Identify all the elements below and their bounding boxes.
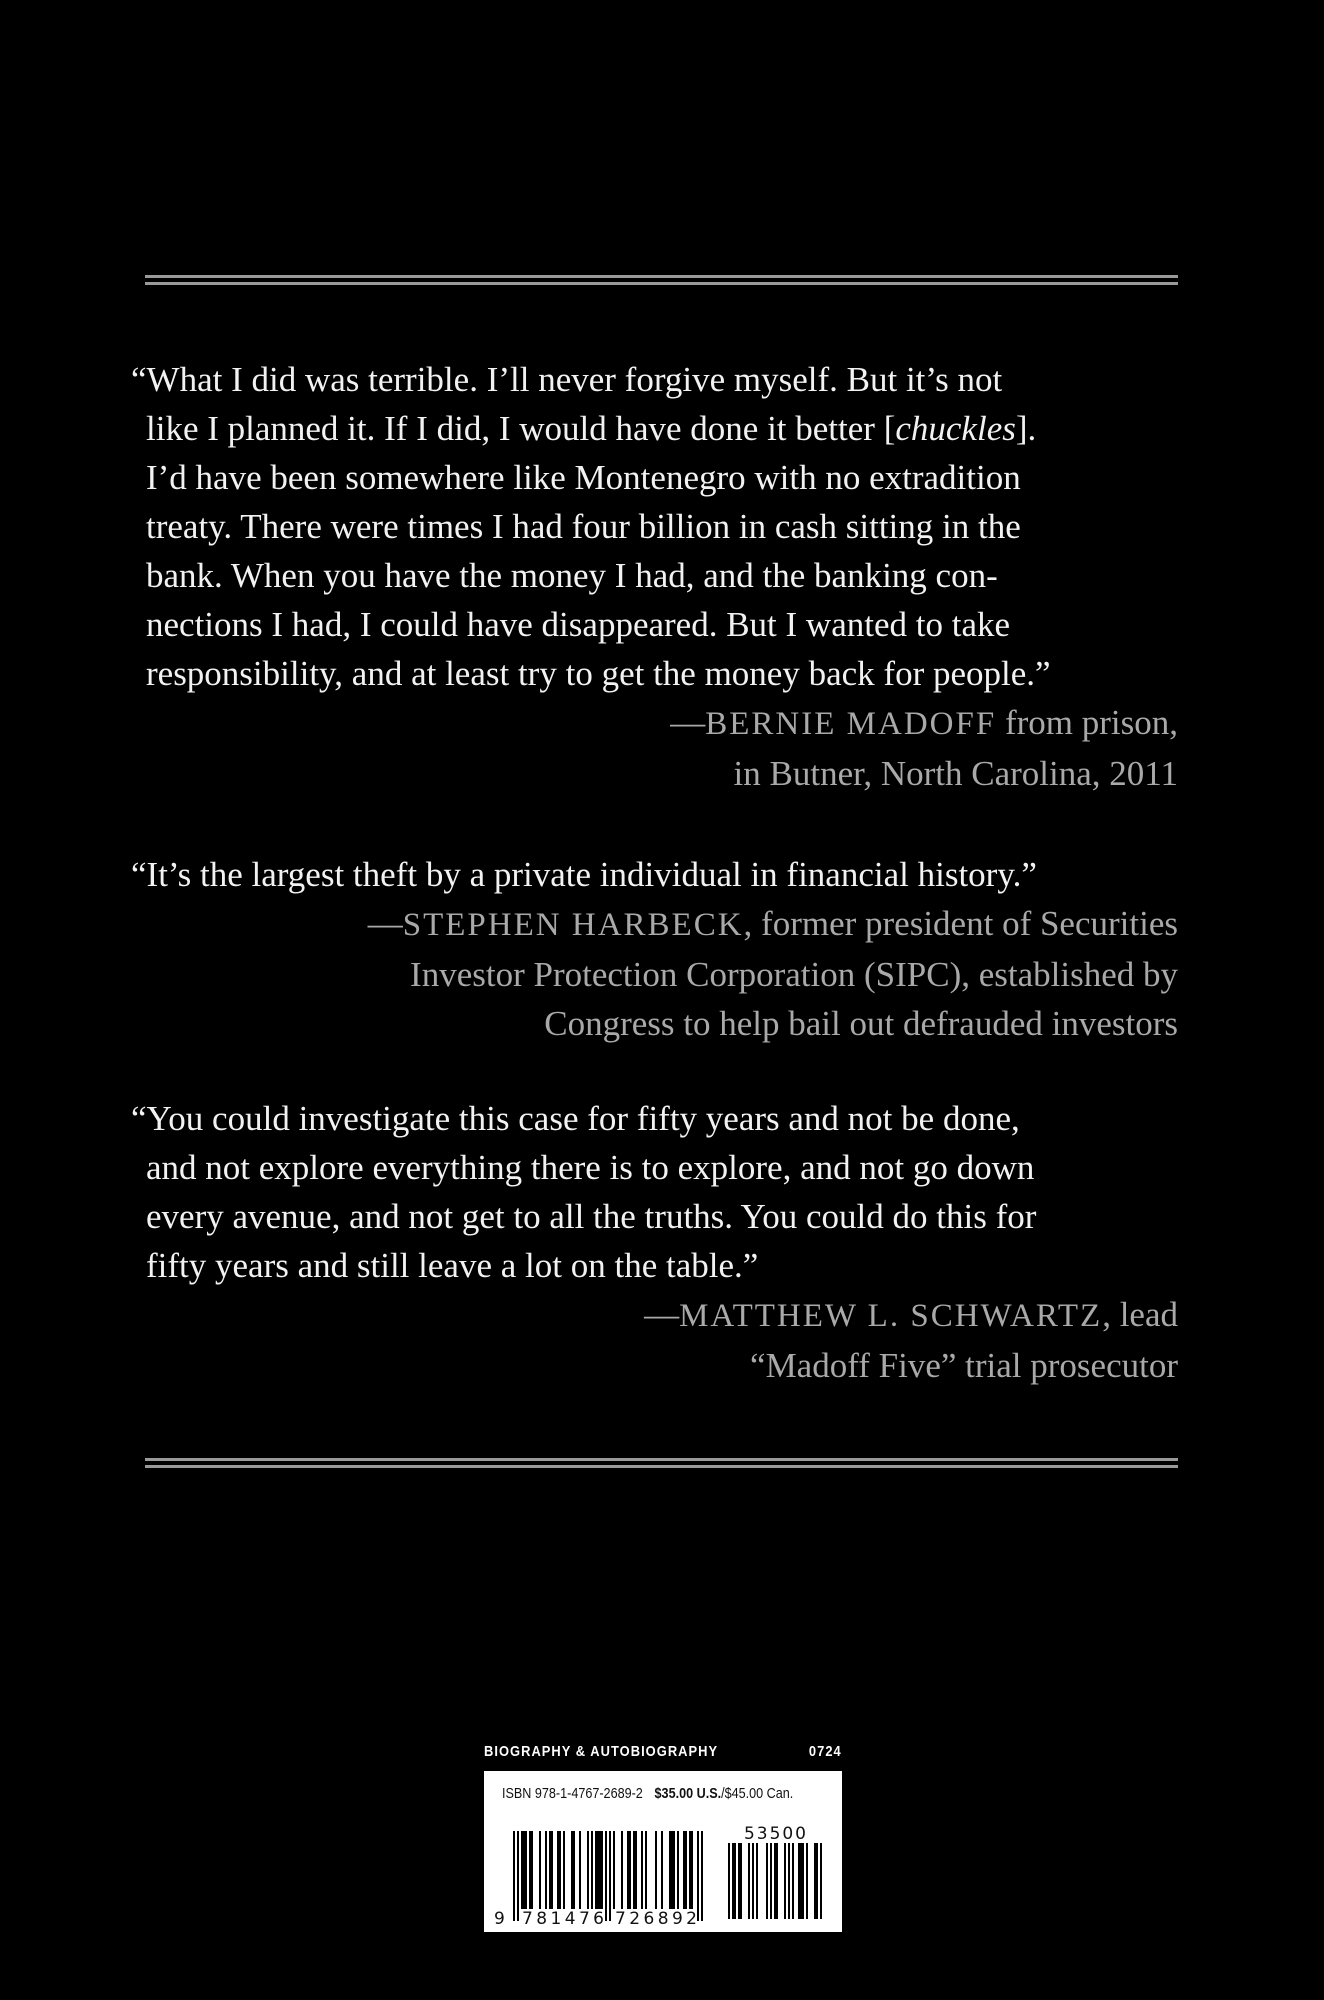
quote-line: every avenue, and not get to all the truths. You could do this for: [146, 1197, 1037, 1236]
quote-line: I’d have been somewhere like Montenegro with no extradition: [146, 458, 1021, 497]
addon-digits: 53500: [744, 1824, 806, 1844]
quote-line: treaty. There were times I had four billion in cash sitting in the: [146, 507, 1021, 546]
attribution-detail: from prison,: [996, 703, 1178, 742]
attribution-line: [146, 698, 1178, 749]
quote-line-segment: like I planned it. If I did, I would have done it better [: [146, 409, 896, 448]
quote-harbeck-text: [131, 850, 1178, 899]
quote-line-segment: ].: [1015, 409, 1037, 448]
barcode-box: [484, 1771, 842, 1932]
barcode-header: [484, 1743, 842, 1769]
ean-left-digits: 781476: [522, 1909, 604, 1929]
quote-harbeck-attribution: [146, 899, 1178, 1048]
bottom-rule-lower: [145, 1465, 1178, 1468]
price-us: $35.00 U.S.: [654, 1785, 722, 1802]
attribution-line: Congress to help bail out defrauded investors: [544, 1004, 1178, 1043]
quote-line: and not explore everything there is to explore, and not go down: [146, 1148, 1035, 1187]
quote-madoff: [131, 355, 1178, 798]
attribution-line: “Madoff Five” trial prosecutor: [750, 1346, 1178, 1385]
em-dash: —: [644, 1295, 680, 1334]
quote-line: “It’s the largest theft by a private individual in financial history.”: [131, 855, 1037, 894]
em-dash: —: [367, 904, 403, 943]
quote-line: responsibility, and at least try to get the money back for people.”: [146, 654, 1051, 693]
attribution-line: [146, 1290, 1178, 1341]
isbn-number: ISBN 978-1-4767-2689-2: [502, 1785, 643, 1802]
book-category: BIOGRAPHY & AUTOBIOGRAPHY: [484, 1743, 719, 1760]
ean-first-digit: 9: [494, 1909, 505, 1929]
attribution-line: Investor Protection Corporation (SIPC), established by: [410, 955, 1178, 994]
attribution-line: in Butner, North Carolina, 2011: [733, 754, 1178, 793]
barcode-icon: [484, 1771, 842, 1932]
attribution-name: MATTHEW L. SCHWARTZ: [679, 1298, 1103, 1334]
italic-word: chuckles: [895, 409, 1016, 448]
quote-madoff-attribution: [146, 698, 1178, 798]
quote-harbeck: [131, 850, 1178, 1048]
em-dash: —: [670, 703, 706, 742]
quote-schwartz-attribution: [146, 1290, 1178, 1390]
bottom-rule-upper: [145, 1458, 1178, 1461]
top-rule-lower: [145, 282, 1178, 285]
attribution-line: [146, 899, 1178, 950]
quote-line: bank. When you have the money I had, and the banking con-: [146, 556, 998, 595]
quote-line: “What I did was terrible. I’ll never forgive myself. But it’s not: [131, 360, 1003, 399]
price-can: /$45.00 Can.: [721, 1785, 794, 1802]
quote-schwartz: [131, 1094, 1178, 1390]
quote-madoff-text: [131, 355, 1178, 698]
attribution-detail: , former president of Securities: [743, 904, 1178, 943]
ean-right-digits: 726892: [615, 1909, 697, 1929]
quote-line: fifty years and still leave a lot on the table.”: [146, 1246, 759, 1285]
quote-line: “You could investigate this case for fifty years and not be done,: [131, 1099, 1020, 1138]
top-rule-upper: [145, 275, 1178, 278]
barcode-area: [484, 1743, 842, 1929]
quote-line: nections I had, I could have disappeared. But I wanted to take: [146, 605, 1011, 644]
quote-line: [146, 404, 1178, 453]
attribution-detail: , lead: [1102, 1295, 1178, 1334]
quote-schwartz-text: [131, 1094, 1178, 1290]
category-code: 0724: [808, 1743, 842, 1760]
attribution-name: BERNIE MADOFF: [705, 706, 997, 742]
attribution-name: STEPHEN HARBECK: [402, 907, 744, 943]
